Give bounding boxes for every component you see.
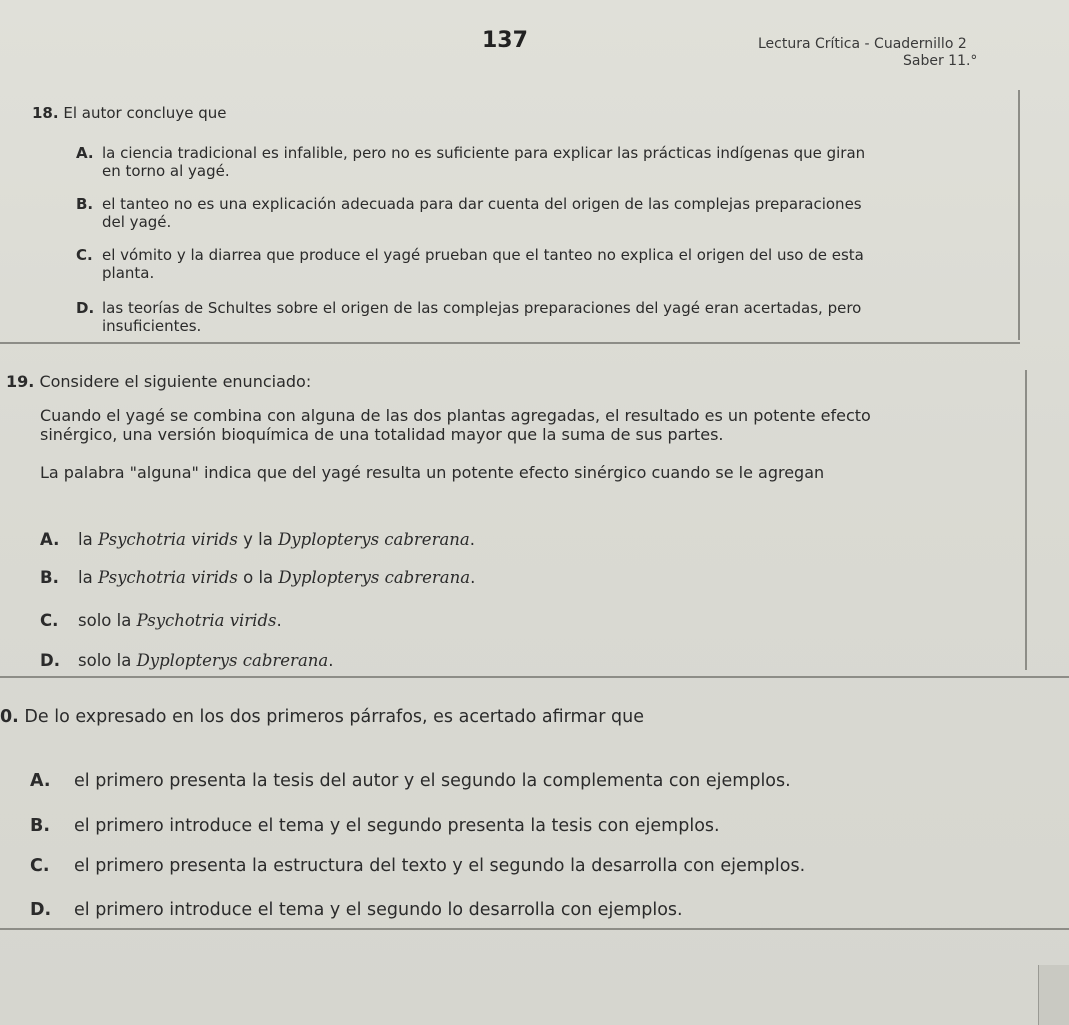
option-text: la [78, 530, 98, 549]
question-number: 0. [0, 707, 19, 727]
question-20-stem [0, 706, 644, 728]
option-text: la ciencia tradicional es infalible, pero no es suficiente para explicar las prácticas indígenas que giran [102, 144, 866, 162]
species-name: Psychotria virids [97, 530, 238, 549]
option-text: el tanteo no es una explicación adecuada para dar cuenta del origen de las complejas preparaciones [102, 195, 862, 213]
option-18-d[interactable] [76, 299, 1016, 335]
question-number: 19. [6, 372, 35, 391]
option-letter: D. [40, 651, 60, 670]
option-letter: C. [30, 856, 50, 876]
question-number: 18. [32, 104, 59, 122]
question-text: El autor concluye que [63, 104, 227, 122]
option-letter: B. [30, 816, 50, 836]
option-19-d[interactable] [40, 650, 334, 671]
species-name: Dyplopterys cabrerana [136, 651, 329, 670]
option-18-c[interactable] [76, 246, 1016, 282]
quote-line: sinérgico, una versión bioquímica de una totalidad mayor que la suma de sus partes. [40, 425, 724, 444]
option-text: el primero presenta la tesis del autor y el segundo la complementa con ejemplos. [74, 771, 791, 791]
question-18-stem [32, 104, 226, 123]
option-text: solo la [78, 651, 137, 670]
option-letter: A. [76, 144, 94, 162]
option-letter: D. [30, 900, 52, 920]
option-20-b[interactable] [30, 815, 720, 837]
question-text: Considere el siguiente enunciado: [39, 372, 312, 391]
binding-edge [1038, 965, 1069, 1025]
species-name: Psychotria virids [97, 568, 238, 587]
option-text: . [328, 651, 334, 670]
question-prompt: La palabra "alguna" indica que del yagé resulta un potente efecto sinérgico cuando se le agregan [40, 463, 825, 482]
quoted-statement [40, 406, 1025, 444]
quote-line: Cuando el yagé se combina con alguna de las dos plantas agregadas, el resultado es un potente efecto [40, 406, 871, 425]
question-19-stem [6, 372, 311, 391]
option-19-b[interactable] [40, 567, 475, 588]
option-text: o la [237, 568, 279, 587]
option-letter: A. [30, 771, 51, 791]
option-text: la [78, 568, 98, 587]
option-text-cont: insuficientes. [102, 317, 202, 335]
option-20-c[interactable] [30, 855, 805, 877]
option-letter: A. [40, 530, 60, 549]
option-text-cont: del yagé. [102, 213, 172, 231]
species-name: Dyplopterys cabrerana [278, 530, 470, 549]
option-19-c[interactable] [40, 610, 282, 631]
option-18-b[interactable] [76, 195, 1016, 231]
divider [0, 676, 1069, 678]
option-text: el primero presenta la estructura del texto y el segundo la desarrolla con ejemplos. [74, 856, 806, 876]
option-letter: C. [40, 611, 59, 630]
option-text: . [470, 568, 476, 587]
option-20-a[interactable] [30, 770, 791, 792]
divider [0, 928, 1069, 930]
option-letter: C. [76, 246, 93, 264]
divider [0, 342, 1020, 344]
option-text: el vómito y la diarrea que produce el yagé prueban que el tanteo no explica el origen del uso de esta [102, 246, 864, 264]
option-text: solo la [78, 611, 137, 630]
box-border [1025, 370, 1027, 670]
booklet-title: Lectura Crítica - Cuadernillo 2 [758, 36, 967, 52]
option-text: . [276, 611, 282, 630]
question-text: De lo expresado en los dos primeros párrafos, es acertado afirmar que [24, 707, 644, 727]
option-text: . [469, 530, 476, 549]
option-19-a[interactable] [40, 529, 475, 550]
option-text: el primero introduce el tema y el segundo lo desarrolla con ejemplos. [74, 900, 683, 920]
box-border [1018, 90, 1020, 340]
option-letter: B. [40, 568, 59, 587]
page-number: 137 [482, 28, 528, 53]
option-letter: B. [76, 195, 94, 213]
option-text: y la [237, 530, 279, 549]
option-text-cont: planta. [102, 264, 155, 282]
option-20-d[interactable] [30, 899, 683, 921]
level-label: Saber 11.° [903, 53, 978, 69]
species-name: Dyplopterys cabrerana [278, 568, 471, 587]
species-name: Psychotria virids [136, 611, 277, 630]
option-letter: D. [76, 299, 95, 317]
option-text: las teorías de Schultes sobre el origen de las complejas preparaciones del yagé eran acertadas, pero [102, 299, 862, 317]
option-text-cont: en torno al yagé. [102, 162, 230, 180]
option-18-a[interactable] [76, 144, 1016, 180]
option-text: el primero introduce el tema y el segundo presenta la tesis con ejemplos. [74, 816, 720, 836]
